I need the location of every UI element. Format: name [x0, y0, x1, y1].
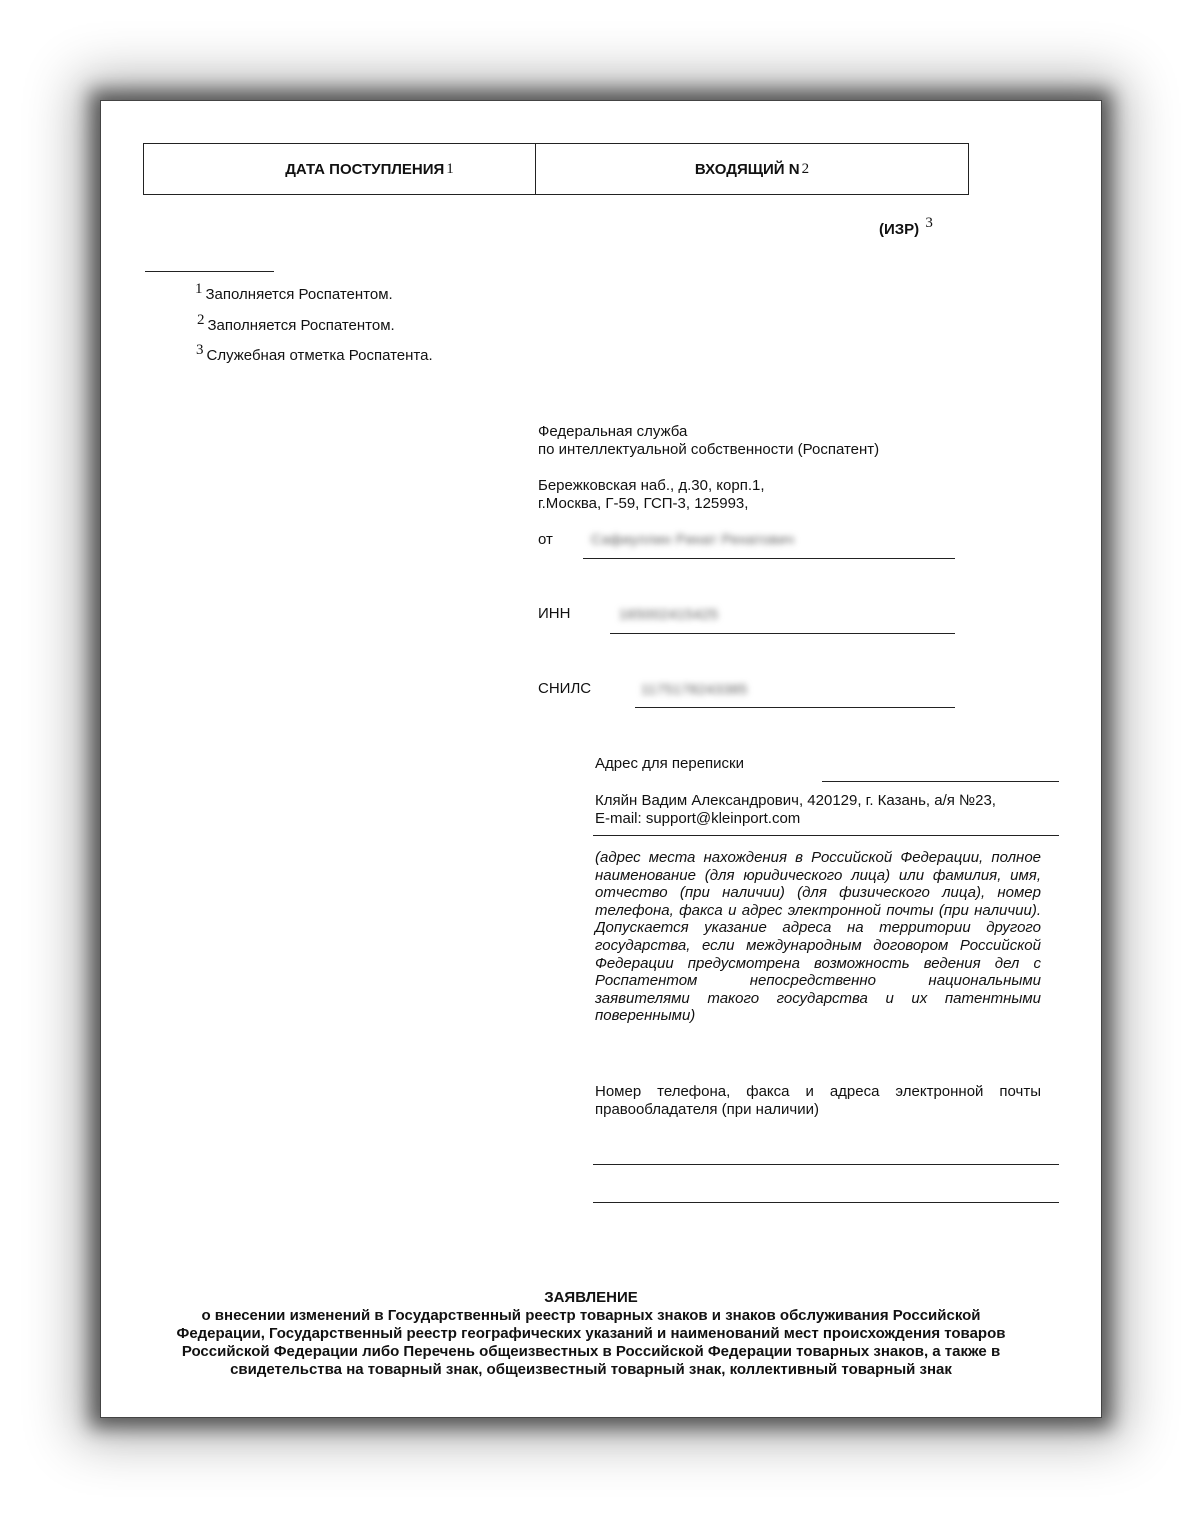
- date-received-label: ДАТА ПОСТУПЛЕНИЯ: [285, 160, 445, 178]
- recipient-name-line1: Федеральная служба: [538, 423, 688, 440]
- date-received-cell: [144, 144, 536, 194]
- correspondence-label-underline: [822, 781, 1059, 782]
- correspondence-address-line1: Кляйн Вадим Александрович, 420129, г. Казань, а/я №23,: [595, 792, 996, 809]
- statement-line4: свидетельства на товарный знак, общеизвестный товарный знак, коллективный товарный знак: [230, 1361, 952, 1378]
- footnote-1-num: 1: [195, 281, 203, 297]
- correspondence-label: Адрес для переписки: [595, 755, 744, 772]
- recipient-name-line2: по интеллектуальной собственности (Роспатент): [538, 441, 880, 458]
- phone-line-2[interactable]: [593, 1202, 1059, 1203]
- document-page: [100, 100, 1102, 1418]
- footnote-2-num: 2: [197, 312, 205, 328]
- recipient-address-line2: г.Москва, Г-59, ГСП-3, 125993,: [538, 495, 749, 512]
- footnote-3: [196, 342, 433, 364]
- footnote-1: [195, 281, 393, 303]
- recipient-address-line1: Бережковская наб., д.30, корп.1,: [538, 477, 765, 494]
- footnote-2: [197, 312, 395, 334]
- statement-line2: Федерации, Государственный реестр географических указаний и наименований мест происхождения товаров: [176, 1325, 1006, 1342]
- statement-line1: о внесении изменений в Государственный реестр товарных знаков и знаков обслуживания Российской: [201, 1307, 981, 1324]
- izr-footnote-mark: 3: [925, 215, 933, 231]
- snils-value[interactable]: 1175178243385: [641, 681, 748, 697]
- header-table: [143, 143, 969, 195]
- phone-label: Номер телефона, факса и адреса электронной почты правообладателя (при наличии): [595, 1083, 1041, 1118]
- date-received-footnote-mark: 1: [446, 160, 454, 177]
- inn-underline: [610, 633, 955, 634]
- incoming-number-cell: [536, 144, 968, 194]
- footnote-3-text: Служебная отметка Роспатента.: [206, 347, 433, 364]
- correspondence-note: (адрес места нахождения в Российской Федерации, полное наименование (для юридического лица) или фамилия, имя, отчество (при наличии) (для физического лица), номер телефона, факса и адрес электронной почты (при наличии). Допускается указание адреса на территории другого государства, если международным договором Российской Федерации предусмотрена возможность ведения дел с Роспатентом непосредственно национальными заявителями такого государства и их патентными поверенными): [595, 849, 1041, 1025]
- footnote-1-text: Заполняется Роспатентом.: [205, 286, 393, 303]
- footnote-separator: [145, 271, 274, 272]
- correspondence-address: [595, 792, 996, 828]
- phone-line-1[interactable]: [593, 1164, 1059, 1165]
- izr-mark: [879, 215, 933, 238]
- inn-value[interactable]: 165002415425: [619, 606, 719, 622]
- correspondence-underline: [593, 835, 1059, 836]
- statement-title: ЗАЯВЛЕНИЕ: [544, 1289, 638, 1306]
- footnote-3-num: 3: [196, 342, 204, 358]
- incoming-number-label: ВХОДЯЩИЙ N: [694, 160, 800, 178]
- snils-underline: [635, 707, 955, 708]
- from-value[interactable]: Сафиуллин Ринат Ренатович: [591, 531, 795, 547]
- statement-title-block: [161, 1289, 1021, 1379]
- snils-label: СНИЛС: [538, 680, 592, 697]
- from-underline: [583, 558, 955, 559]
- incoming-number-footnote-mark: 2: [801, 160, 810, 177]
- recipient-block: [538, 423, 879, 513]
- from-label: от: [538, 531, 553, 548]
- izr-label: (ИЗР): [879, 221, 920, 238]
- correspondence-address-line2: E-mail: support@kleinport.com: [595, 810, 801, 827]
- inn-label: ИНН: [538, 605, 571, 622]
- statement-line3: Российской Федерации либо Перечень общеизвестных в Российской Федерации товарных знаков, а также в: [181, 1343, 1001, 1360]
- footnote-2-text: Заполняется Роспатентом.: [207, 317, 395, 334]
